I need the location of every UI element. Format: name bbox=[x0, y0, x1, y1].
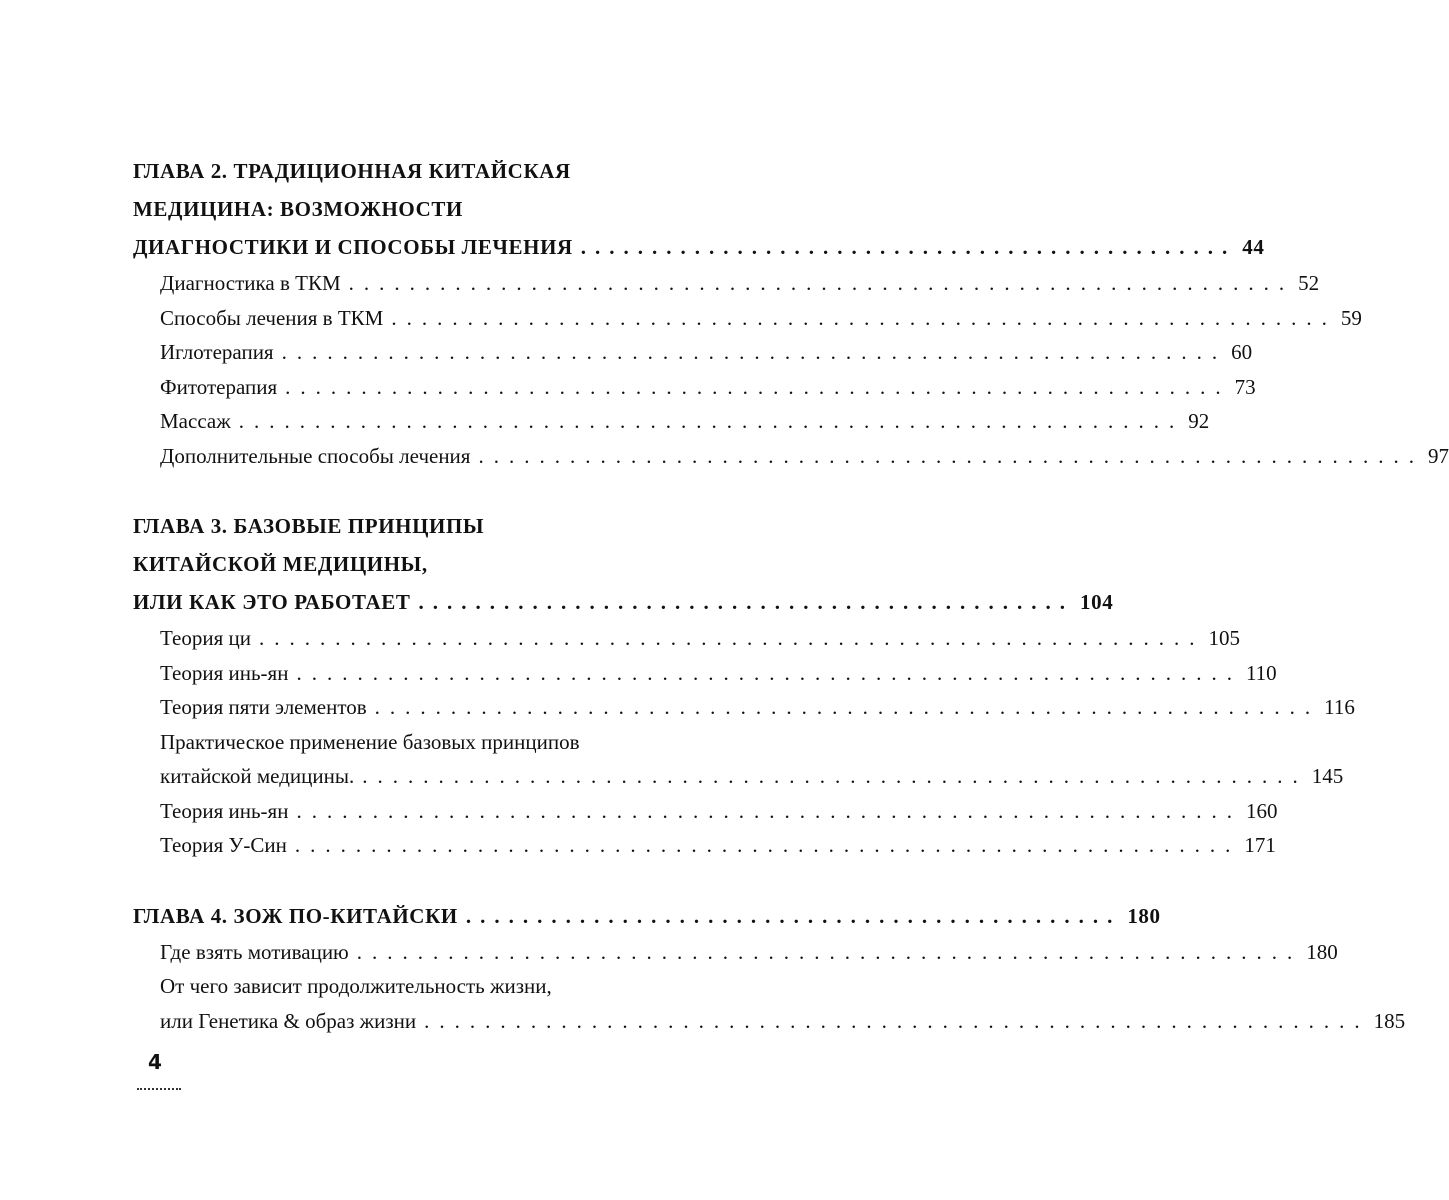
section-title: китайской медицины. bbox=[160, 764, 355, 788]
section-title: Теория ци bbox=[160, 626, 251, 650]
dot-leader: .............................................................. bbox=[362, 764, 1308, 788]
chapter-title-line: ГЛАВА 3. БАЗОВЫЕ ПРИНЦИПЫ bbox=[133, 514, 485, 538]
dot-leader: .............................................................. bbox=[478, 443, 1424, 468]
dot-leader: .............................................. bbox=[580, 235, 1237, 259]
dot-leader: .............................................................. bbox=[238, 409, 1185, 433]
chapter-entry[interactable] bbox=[133, 897, 1161, 935]
section-page-number: 145 bbox=[1311, 764, 1344, 788]
section-title: Теория У-Син bbox=[160, 833, 287, 857]
toc-section-entry[interactable] bbox=[133, 266, 1320, 301]
page-number: 4 bbox=[148, 1050, 162, 1074]
toc-section-entry[interactable] bbox=[133, 828, 1276, 863]
dot-leader: .............................................................. bbox=[294, 833, 1241, 857]
chapter-title-line: ГЛАВА 2. ТРАДИЦИОННАЯ КИТАЙСКАЯ bbox=[133, 159, 571, 183]
chapter-title-line: ГЛАВА 4. ЗОЖ ПО-КИТАЙСКИ bbox=[133, 903, 458, 928]
toc-section-entry[interactable] bbox=[133, 794, 1278, 829]
toc-section-entry[interactable] bbox=[133, 404, 1210, 439]
toc-chapter-4 bbox=[133, 897, 1406, 1039]
section-title: Теория инь-ян bbox=[160, 660, 289, 685]
section-page-number: 97 bbox=[1427, 443, 1449, 468]
chapter-page-number: 104 bbox=[1080, 590, 1114, 614]
dot-leader: .............................................. bbox=[418, 590, 1075, 614]
toc-section-entry[interactable] bbox=[133, 335, 1253, 370]
toc-section-entry[interactable] bbox=[133, 370, 1256, 405]
toc-section-entry[interactable] bbox=[133, 439, 1449, 474]
chapter-title-line: МЕДИЦИНА: ВОЗМОЖНОСТИ bbox=[133, 197, 463, 221]
dot-leader: .............................................................. bbox=[285, 374, 1231, 399]
chapter-title-line: КИТАЙСКОЙ МЕДИЦИНЫ, bbox=[133, 552, 428, 576]
section-page-number: 116 bbox=[1324, 695, 1355, 719]
toc-section-entry[interactable] bbox=[133, 621, 1240, 656]
section-title: Способы лечения в ТКМ bbox=[160, 305, 384, 330]
chapter-title-line: ДИАГНОСТИКИ И СПОСОБЫ ЛЕЧЕНИЯ bbox=[133, 235, 573, 259]
dot-leader: .............................................................. bbox=[258, 626, 1205, 650]
section-page-number: 105 bbox=[1208, 626, 1240, 650]
section-page-number: 52 bbox=[1298, 271, 1320, 295]
section-page-number: 73 bbox=[1234, 374, 1256, 399]
dot-leader: .............................................................. bbox=[374, 695, 1321, 719]
section-page-number: 110 bbox=[1245, 660, 1277, 685]
toc-section-entry[interactable] bbox=[133, 759, 1344, 794]
section-title: Дополнительные способы лечения bbox=[160, 443, 471, 468]
toc-section-entry[interactable] bbox=[133, 690, 1355, 725]
section-page-number: 92 bbox=[1188, 409, 1210, 433]
section-title: Массаж bbox=[160, 409, 231, 433]
table-of-contents bbox=[133, 152, 1449, 1038]
section-page-number: 185 bbox=[1373, 1008, 1406, 1033]
chapter-title-line: ИЛИ КАК ЭТО РАБОТАЕТ bbox=[133, 590, 411, 614]
section-title-first-line: От чего зависит продолжительность жизни, bbox=[160, 974, 552, 998]
section-title: Иглотерапия bbox=[160, 340, 274, 364]
chapter-entry[interactable] bbox=[133, 228, 1265, 266]
toc-section-entry[interactable] bbox=[133, 656, 1277, 691]
section-page-number: 60 bbox=[1231, 340, 1253, 364]
section-title: Теория инь-ян bbox=[160, 798, 289, 823]
chapter-page-number: 180 bbox=[1127, 903, 1161, 928]
dot-leader: .............................................................. bbox=[348, 271, 1295, 295]
toc-chapter-3 bbox=[133, 507, 1355, 863]
section-title-first-line: Практическое применение базовых принципов bbox=[160, 729, 580, 754]
dot-leader: .............................................. bbox=[465, 903, 1122, 928]
footer-dotted-rule bbox=[137, 1088, 181, 1090]
toc-section-entry[interactable] bbox=[133, 1004, 1406, 1039]
dot-leader: .............................................................. bbox=[296, 660, 1242, 685]
section-page-number: 171 bbox=[1244, 833, 1276, 857]
section-page-number: 59 bbox=[1340, 305, 1362, 330]
dot-leader: .............................................................. bbox=[281, 340, 1228, 364]
section-title: или Генетика & образ жизни bbox=[160, 1008, 417, 1033]
section-page-number: 160 bbox=[1245, 798, 1278, 823]
dot-leader: .............................................................. bbox=[424, 1008, 1370, 1033]
dot-leader: .............................................................. bbox=[391, 305, 1337, 330]
section-title: Где взять мотивацию bbox=[160, 939, 349, 964]
section-title: Теория пяти элементов bbox=[160, 695, 367, 719]
section-page-number: 180 bbox=[1306, 939, 1338, 964]
section-title: Фитотерапия bbox=[160, 374, 278, 399]
section-title: Диагностика в ТКМ bbox=[160, 271, 341, 295]
toc-section-entry[interactable] bbox=[133, 935, 1338, 970]
chapter-entry[interactable] bbox=[133, 583, 1114, 621]
dot-leader: .............................................................. bbox=[356, 939, 1303, 964]
toc-chapter-2 bbox=[133, 152, 1449, 473]
chapter-page-number: 44 bbox=[1242, 235, 1265, 259]
dot-leader: .............................................................. bbox=[296, 798, 1242, 823]
toc-section-entry[interactable] bbox=[133, 301, 1362, 336]
